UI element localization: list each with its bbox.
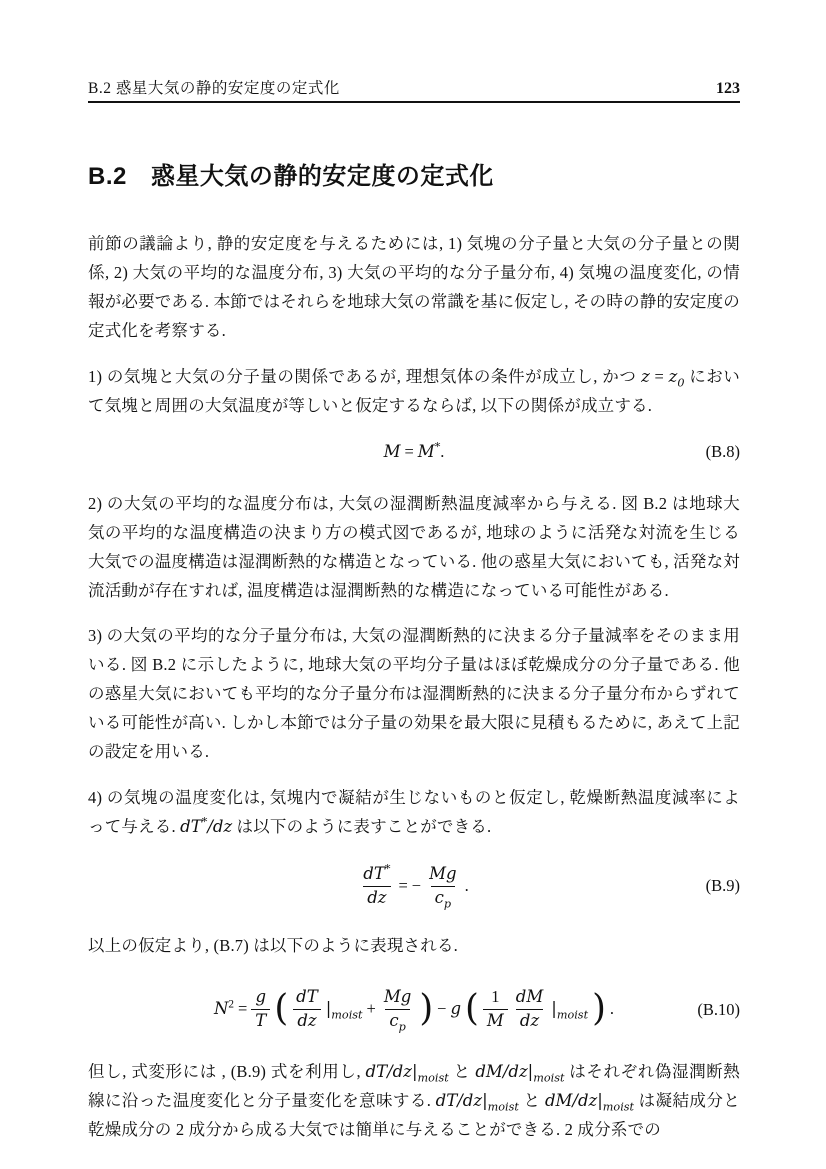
math-relation: = xyxy=(237,999,248,1019)
evaluated-at: $|_{moist}$ xyxy=(325,999,363,1022)
paragraph-5: 4) の気塊の温度変化は, 気塊内で凝結が生じないものと仮定し, 乾燥断熱温度減率によって与える. dT*/dz は以下のように表すことができる. xyxy=(88,787,740,836)
section-title: 惑星大気の静的安定度の定式化 xyxy=(150,163,494,190)
fraction: $\frac{g}{T}$ xyxy=(251,988,270,1031)
equation-B10-body xyxy=(212,987,616,1034)
fraction: $\frac{Mg}{c_p}$ xyxy=(429,863,457,910)
left-paren: ( xyxy=(274,987,289,1030)
header-rule xyxy=(88,101,740,103)
math-symbol: M*. xyxy=(417,440,445,461)
right-paren: ) xyxy=(419,987,434,1030)
fraction: $\frac{1}{M}$ xyxy=(483,988,508,1031)
equation-B10 xyxy=(88,977,740,1043)
equation-number: (B.8) xyxy=(705,442,740,461)
math-symbol: M xyxy=(383,441,401,461)
paragraph-4: 3) の大気の平均的な分子量分布は, 大気の湿潤断熱的に決まる分子量減率をそのまま用いる. 図 B.2 に示したように, 地球大気の平均分子量はほぼ乾燥成分の分子量である. 他の惑星大気においても平均的な分子量分布は湿潤断熱的に決まる分子量分布からずれている可能性が高い. しかし本節では分子量の効果を最大限に見積もるために, あえて上記の設定を用いる. xyxy=(88,626,740,761)
left-paren: ( xyxy=(465,987,479,1030)
minus-sign: − xyxy=(437,999,447,1019)
fraction: $\frac{dT^*}{dz}$ xyxy=(363,862,391,907)
section-number: B.2 xyxy=(88,163,127,190)
equation-B9 xyxy=(88,857,740,915)
running-head-title: B.2 惑星大気の静的安定度の定式化 xyxy=(88,80,340,97)
right-paren: ) xyxy=(592,987,606,1030)
paragraph-7: 但し, 式変形には , (B.9) 式を利用し, $dT/dz|_{moist}$ と $dM/dz|_{moist}$ はそれぞれ偽湿潤断熱線に沿った温度変化と分子量変化を意味する. $dT/dz|_{moist}$ と $dM/dz|_{moist}$ は凝結成分と乾燥成分の 2 成分から成る大気では簡単に与えることができる. 2 成分系での xyxy=(88,1061,741,1139)
math-relation: = xyxy=(404,441,414,461)
fraction: $\frac{dM}{dz}$ xyxy=(515,987,544,1030)
paragraph-3: 2) の大気の平均的な温度分布は, 大気の湿潤断熱温度減率から与える. 図 B.2 は地球大気の平均的な温度構造の決まり方の模式図であるが, 地球のように活発な対流を生じる大気での温度構造は湿潤断熱的な構造となっている. 他の惑星大気においても, 活発な対流活動が存在すれば, 温度構造は湿潤断熱的な構造になっている可能性がある. xyxy=(88,493,740,600)
fraction: $\frac{dT}{dz}$ xyxy=(292,988,322,1031)
minus-sign: − xyxy=(411,875,422,895)
running-head xyxy=(88,0,740,98)
evaluated-at: $|_{moist}$ xyxy=(551,999,589,1022)
fraction: $\frac{Mg}{c_p}$ xyxy=(383,987,412,1034)
period: . xyxy=(609,999,615,1019)
period: . xyxy=(464,875,469,895)
equation-B8 xyxy=(88,438,740,467)
equation-number: (B.10) xyxy=(697,999,740,1019)
paragraph-1: 前節の議論より, 静的安定度を与えるためには, 1) 気塊の分子量と大気の分子量との関係, 2) 大気の平均的な温度分布, 3) 大気の平均的な分子量分布, 4) 気塊の温度変化, の情報が必要である. 本節ではそれらを地球大気の常識を基に仮定し, その時の静的安定度の定式化を考察する. xyxy=(88,234,740,340)
math-symbol: g xyxy=(450,999,462,1019)
equation-B9-body xyxy=(357,862,470,910)
page-content xyxy=(88,0,740,1160)
plus-sign: + xyxy=(366,999,376,1019)
math-symbol: $N^2$ xyxy=(213,998,234,1019)
paragraph-2: 1) の気塊と大気の分子量の関係であるが, 理想気体の条件が成立し, かつ $z = z_0$ において気塊と周囲の大気温度が等しいと仮定するならば, 以下の関係が成立する. xyxy=(88,366,740,415)
math-relation: = xyxy=(398,875,408,895)
page-number: 123 xyxy=(716,80,740,97)
section-heading xyxy=(88,161,740,193)
equation-number: (B.9) xyxy=(705,876,740,895)
equation-B8-body xyxy=(382,440,447,462)
paragraph-6: 以上の仮定より, (B.7) は以下のように表現される. xyxy=(88,936,458,955)
